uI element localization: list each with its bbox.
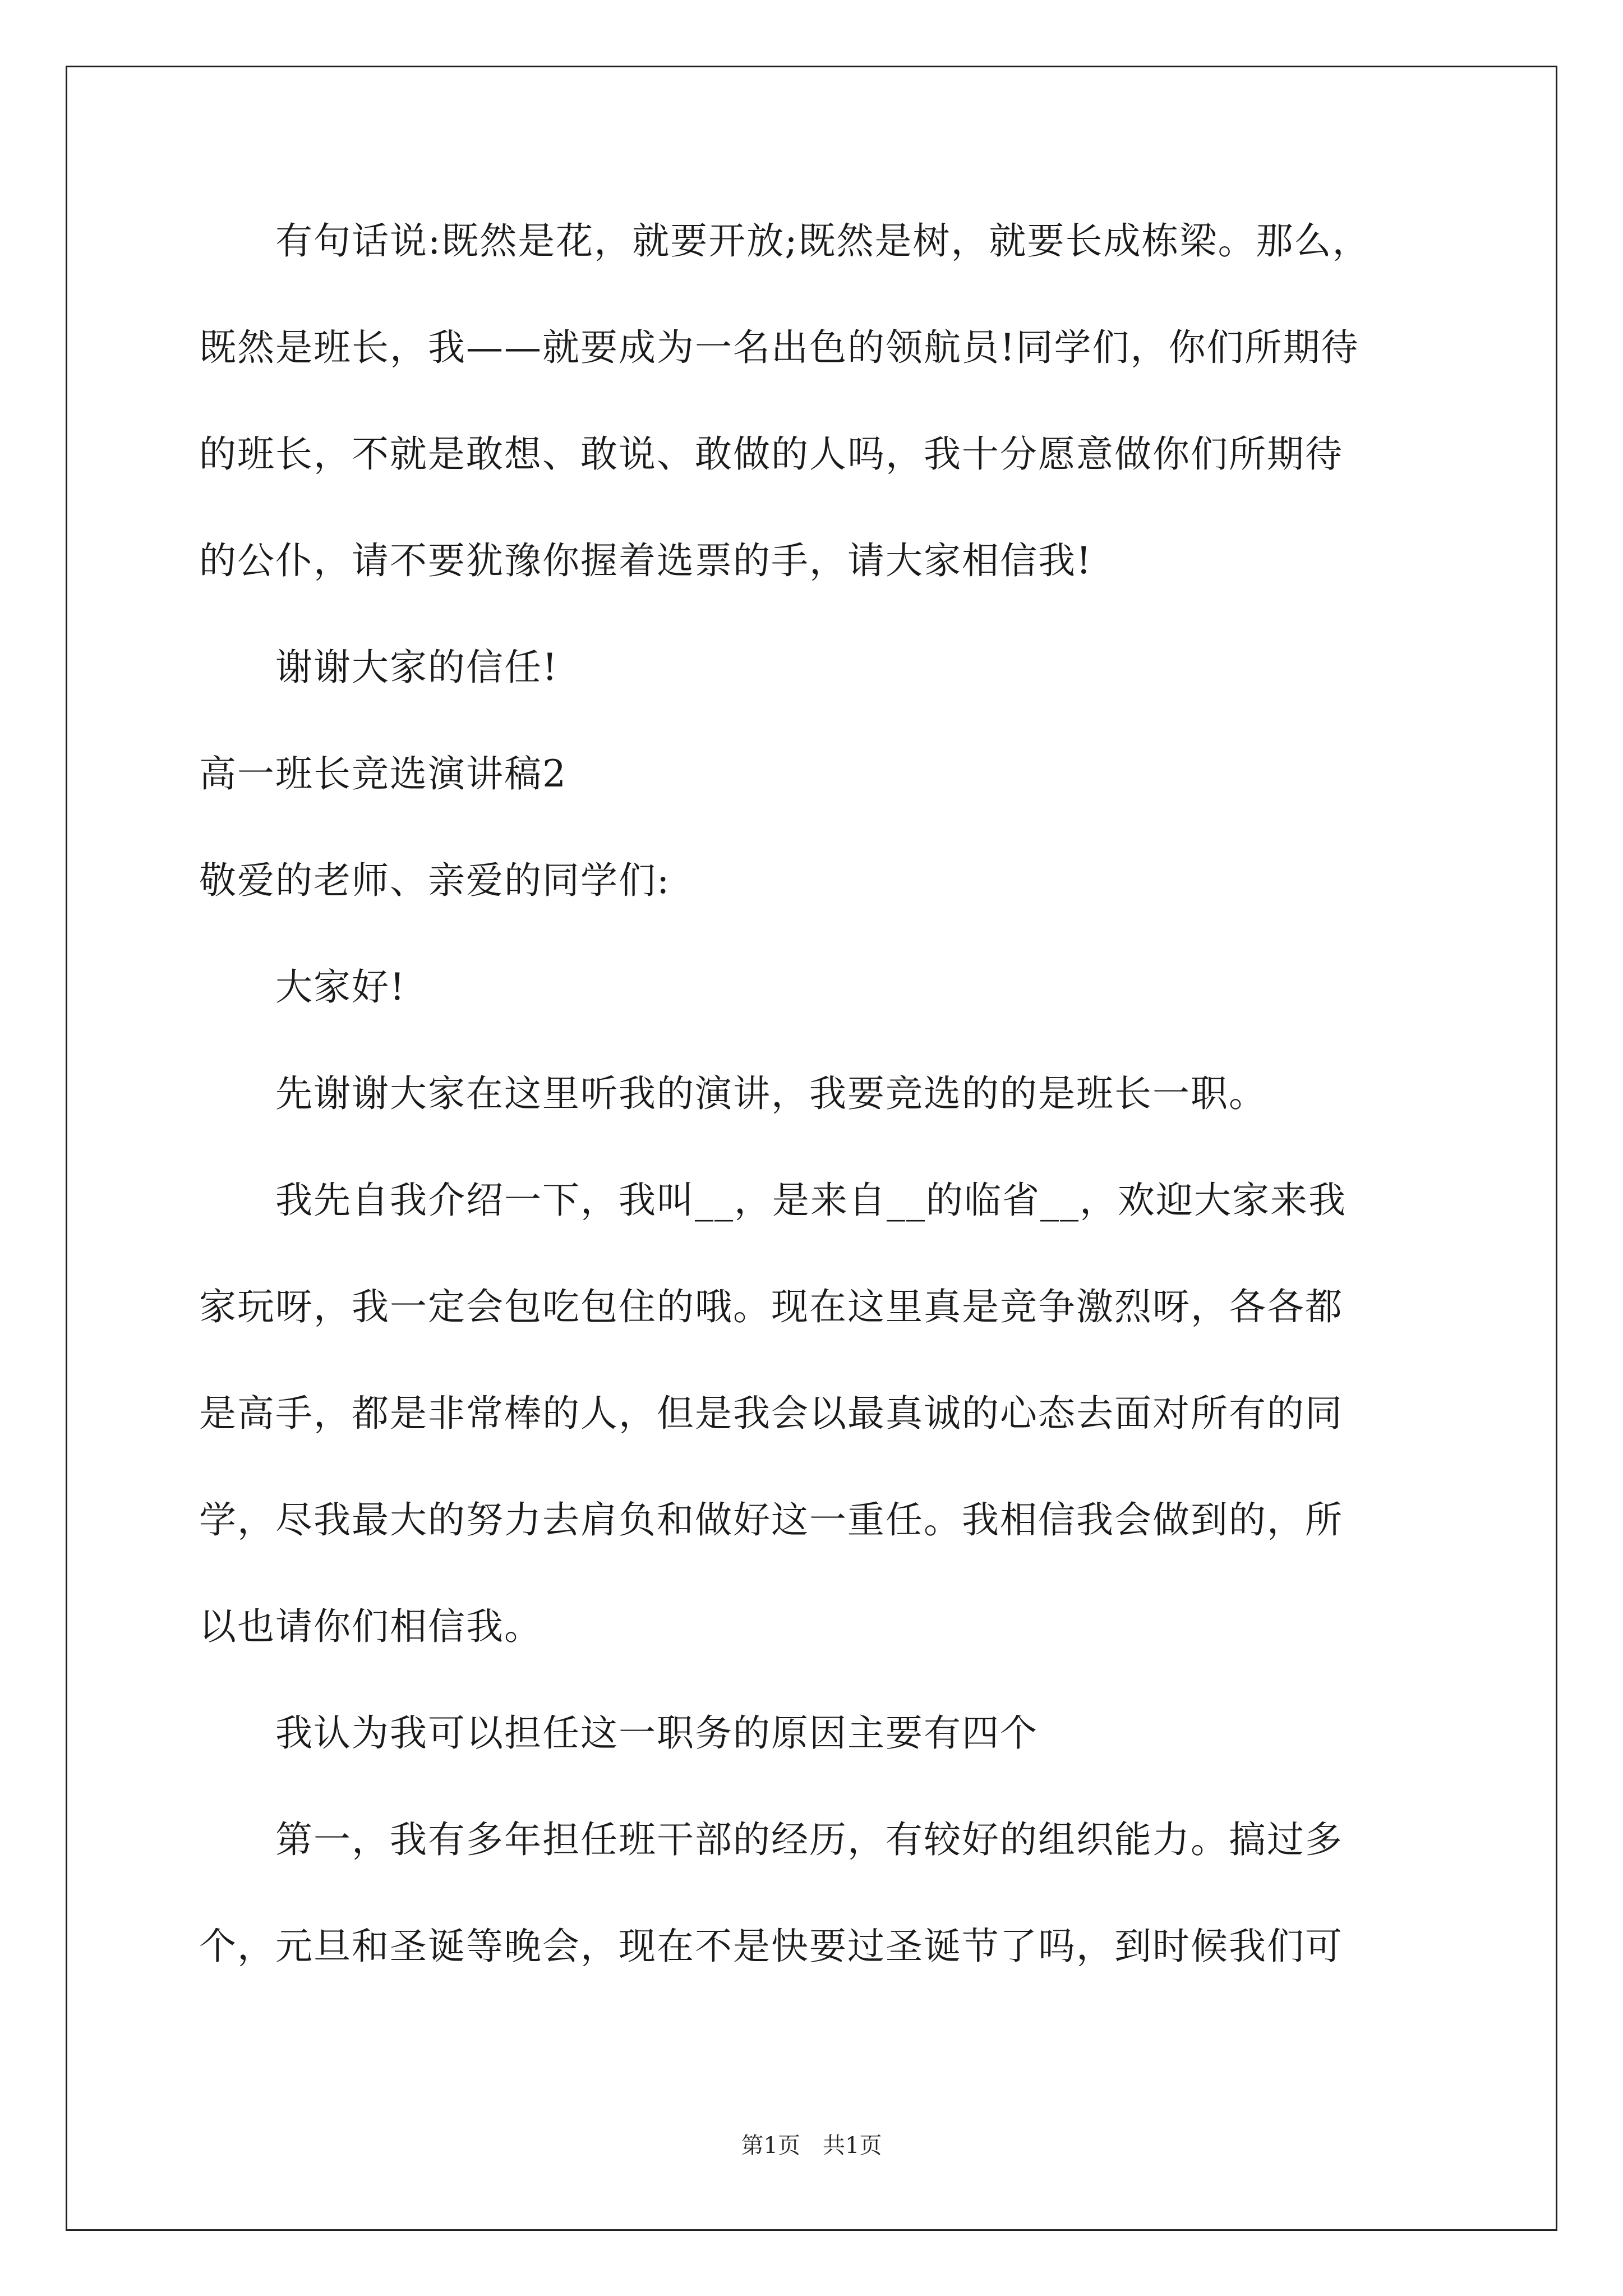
salutation: 敬爱的老师、亲爱的同学们: xyxy=(199,859,671,902)
text-line: 是高手，都是非常棒的人，但是我会以最真诚的心态去面对所有的同 xyxy=(199,1392,1343,1435)
text-line: 学，尽我最大的努力去肩负和做好这一重任。我相信我会做到的，所 xyxy=(199,1498,1343,1542)
section-heading: 高一班长竞选演讲稿2 xyxy=(199,752,567,795)
text-line: 家玩呀，我一定会包吃包住的哦。现在这里真是竞争激烈呀，各各都 xyxy=(199,1285,1343,1328)
text-line: 我认为我可以担任这一职务的原因主要有四个 xyxy=(199,1711,1038,1755)
page-frame xyxy=(66,66,1557,2231)
text-line: 第一，我有多年担任班干部的经历，有较好的组织能力。搞过多 xyxy=(199,1818,1343,1861)
text-line: 先谢谢大家在这里听我的演讲，我要竞选的的是班长一职。 xyxy=(199,1072,1267,1115)
text-line: 个，元旦和圣诞等晚会，现在不是快要过圣诞节了吗，到时候我们可 xyxy=(199,1925,1343,1968)
text-line: 以也请你们相信我。 xyxy=(199,1605,542,1648)
text-line: 大家好! xyxy=(199,965,406,1009)
text-line: 谢谢大家的信任! xyxy=(199,646,559,689)
text-line: 有句话说:既然是花，就要开放;既然是树，就要长成栋梁。那么， xyxy=(199,219,1371,263)
text-line: 的公仆，请不要犹豫你握着选票的手，请大家相信我! xyxy=(199,539,1092,582)
text-line: 的班长，不就是敢想、敢说、敢做的人吗，我十分愿意做你们所期待 xyxy=(199,432,1343,476)
text-line: 我先自我介绍一下，我叫__，是来自__的临省__，欢迎大家来我 xyxy=(199,1179,1347,1222)
page-number-footer: 第1页 共1页 xyxy=(741,2133,882,2159)
text-line: 既然是班长，我——就要成为一名出色的领航员!同学们，你们所期待 xyxy=(199,326,1359,369)
